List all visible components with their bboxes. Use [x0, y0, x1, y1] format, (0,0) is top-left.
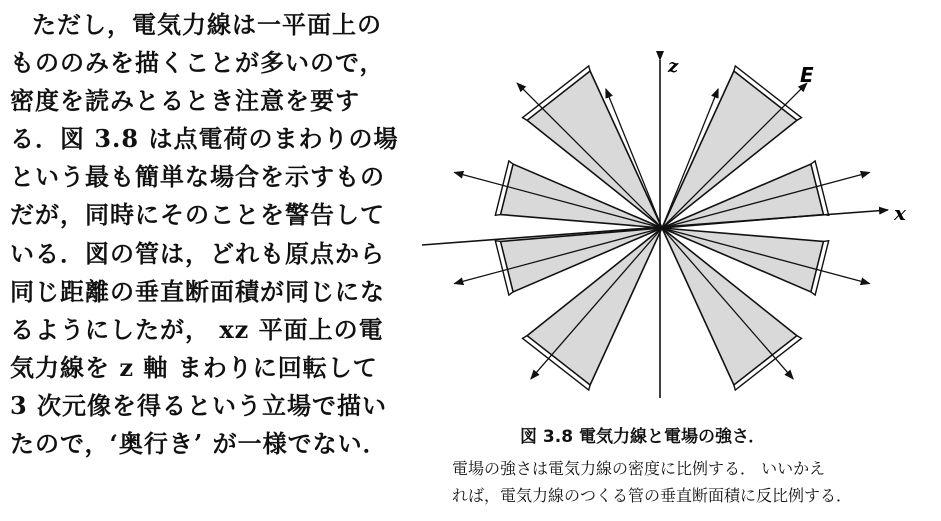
- body-line: だが，同時にそのことを警告して: [10, 200, 385, 230]
- body-line: る．図 3.8 は点電荷のまわりの場: [10, 124, 399, 154]
- z-axis-label: z: [668, 56, 679, 77]
- body-line: ただし，電気力線は一平面上の: [32, 10, 382, 39]
- body-line: 3 次元像を得るという立場で描い: [10, 390, 388, 420]
- body-line: 密度を読みとるとき注意を要す: [10, 86, 360, 116]
- caption-line: れば，電気力線のつくる管の垂直断面積に反比例する．: [452, 486, 853, 505]
- body-line: 気力線を z 軸 まわりに回転して: [10, 352, 378, 382]
- figure-caption-title: 図 3.8 電気力線と電場の強さ．: [520, 427, 766, 447]
- field-lines-group: [454, 83, 869, 379]
- body-line: もののみを描くことが多いので，: [10, 48, 385, 78]
- x-axis-label: x: [894, 201, 906, 225]
- body-line: るようにしたが， xz 平面上の電: [10, 314, 384, 344]
- body-line: いる．図の管は，どれも原点から: [10, 238, 385, 268]
- figure-caption-body: [452, 455, 922, 509]
- body-paragraph: [10, 6, 399, 463]
- body-line: 同じ距離の垂直断面積が同じにな: [10, 276, 385, 306]
- caption-line: 電場の強さは電気力線の密度に比例する． いいかえ: [452, 459, 826, 478]
- field-line-figure: [400, 40, 940, 420]
- body-line: という最も簡単な場合を示すもの: [10, 162, 385, 192]
- field-e-label: E: [800, 63, 814, 87]
- body-line: たので，‘奥行き’ が一様でない．: [10, 429, 388, 459]
